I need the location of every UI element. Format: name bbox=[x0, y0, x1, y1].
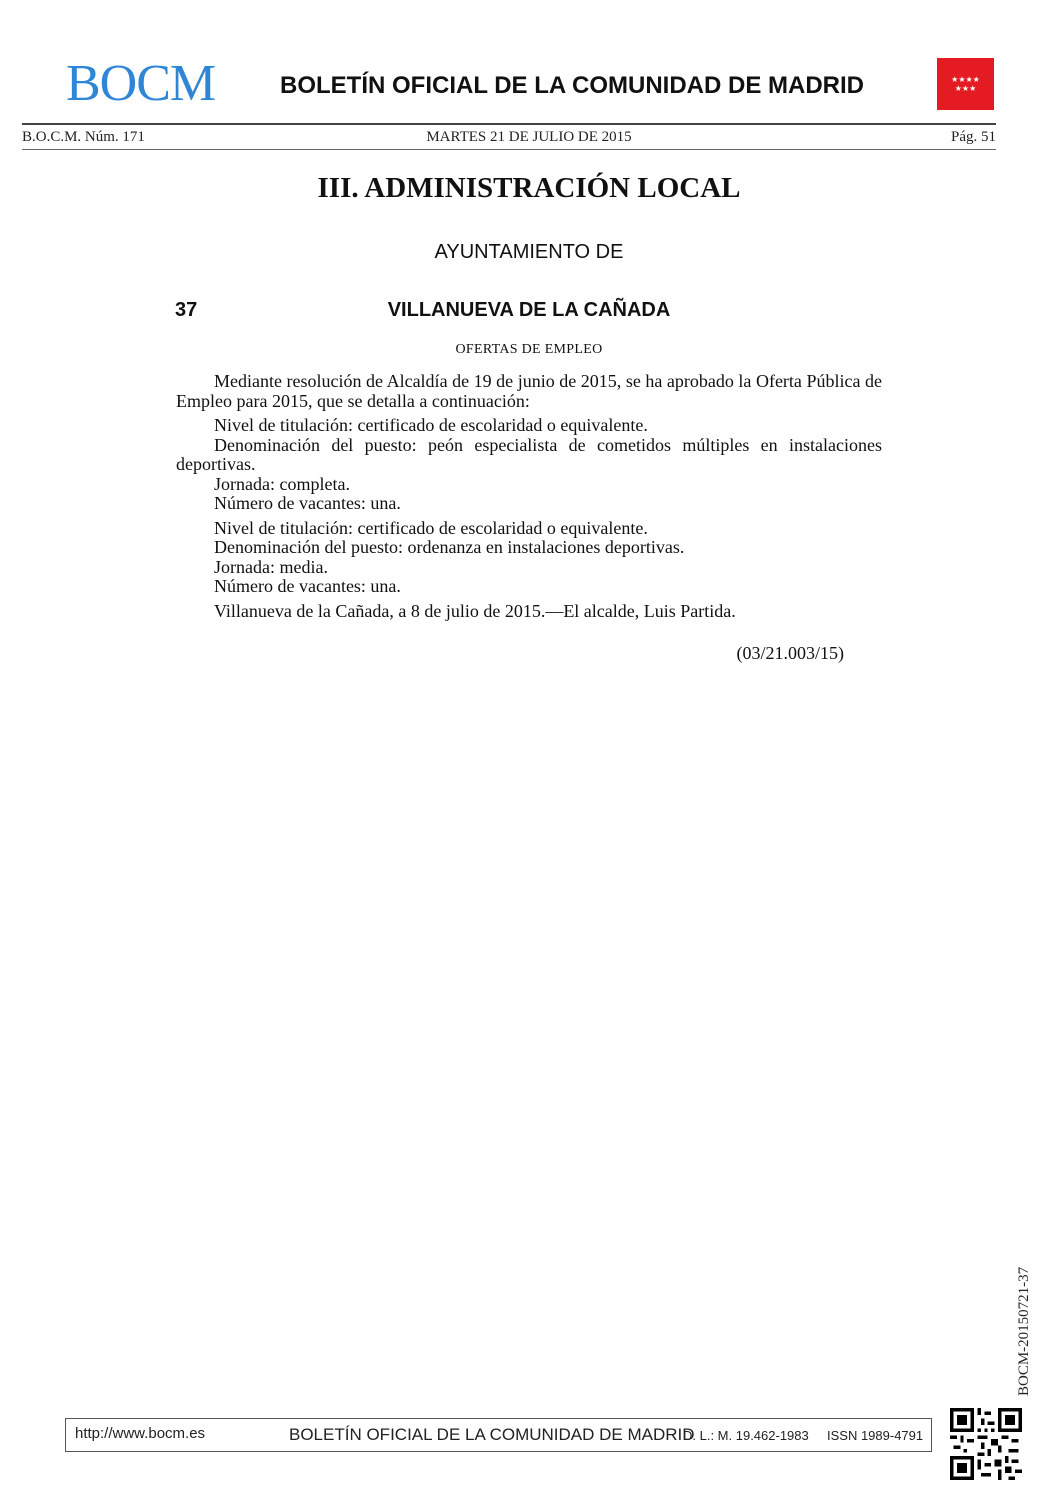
municipality-name: VILLANUEVA DE LA CAÑADA bbox=[387, 299, 671, 321]
announcement-number: 37 bbox=[175, 299, 198, 321]
announcement-subject: OFERTAS DE EMPLEO bbox=[455, 342, 603, 357]
legal-deposit: D. L.: M. 19.462-1983 bbox=[683, 1428, 809, 1443]
offer2-level: Nivel de titulación: certificado de escolaridad o equivalente. bbox=[214, 517, 648, 538]
announcement-body bbox=[176, 372, 882, 621]
entity-label: AYUNTAMIENTO DE bbox=[434, 241, 624, 263]
section-title: III. ADMINISTRACIÓN LOCAL bbox=[317, 172, 741, 204]
offer2-schedule: Jornada: media. bbox=[214, 556, 328, 577]
reference-code: (03/21.003/15) bbox=[736, 643, 844, 663]
publication-title: BOLETÍN OFICIAL DE LA COMUNIDAD DE MADRID bbox=[280, 72, 864, 99]
offer1-schedule: Jornada: completa. bbox=[214, 473, 350, 494]
madrid-flag-icon: ★★★★ ★★★ bbox=[937, 58, 994, 110]
document-code: BOCM-20150721-37 bbox=[1016, 1266, 1032, 1396]
header-rule bbox=[22, 123, 996, 125]
signature-line: Villanueva de la Cañada, a 8 de julio de 2015.—El alcalde, Luis Partida. bbox=[214, 600, 736, 621]
offer1-job: Denominación del puesto: peón especialista de cometidos múltiples en instalaciones deportivas. bbox=[176, 434, 882, 474]
offer1-vacancies: Número de vacantes: una. bbox=[214, 493, 401, 513]
page-number: Pág. 51 bbox=[951, 129, 996, 145]
footer-url[interactable]: http://www.bocm.es bbox=[75, 1425, 206, 1442]
qr-code-icon bbox=[950, 1408, 1022, 1480]
bocm-logo: BOCM bbox=[66, 55, 216, 112]
issue-number: B.O.C.M. Núm. 171 bbox=[22, 129, 145, 145]
offer2-vacancies: Número de vacantes: una. bbox=[214, 576, 401, 596]
header-rule-bottom bbox=[22, 149, 996, 150]
offer1-level: Nivel de titulación: certificado de escolaridad o equivalente. bbox=[214, 415, 648, 435]
issue-date: MARTES 21 DE JULIO DE 2015 bbox=[426, 129, 632, 145]
footer-publication: BOLETÍN OFICIAL DE LA COMUNIDAD DE MADRID bbox=[289, 1425, 695, 1444]
intro-paragraph: Mediante resolución de Alcaldía de 19 de junio de 2015, se ha aprobado la Oferta Pública de Empleo para 2015, que se detalla a continuación: bbox=[176, 371, 882, 411]
issn: ISSN 1989-4791 bbox=[827, 1428, 924, 1443]
offer2-job: Denominación del puesto: ordenanza en instalaciones deportivas. bbox=[214, 537, 685, 557]
